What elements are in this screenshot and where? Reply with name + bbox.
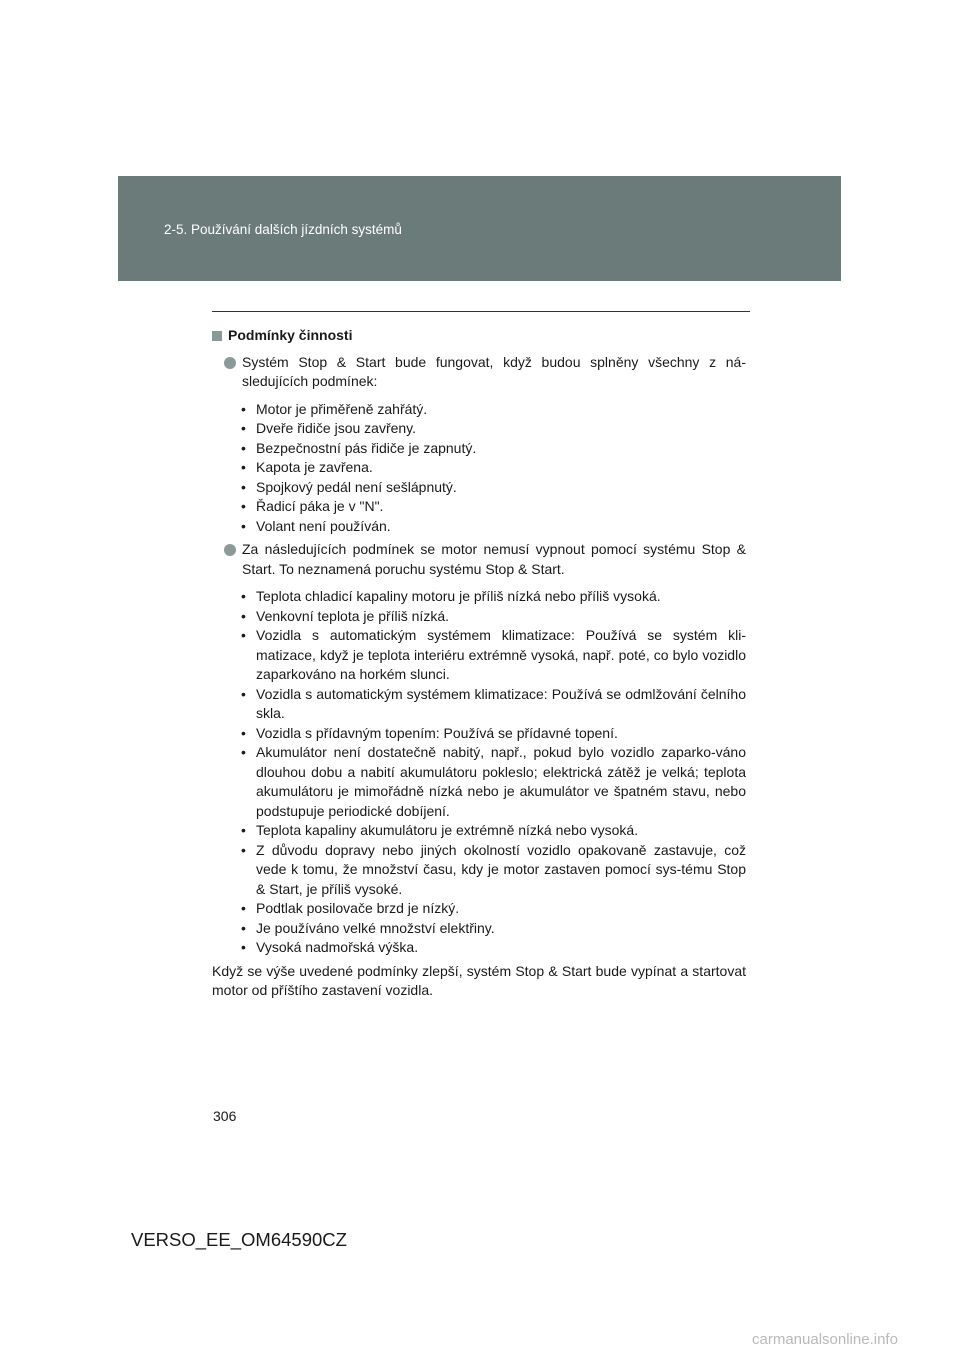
list-item: • Vysoká nadmořská výška.	[256, 938, 746, 958]
closing-paragraph: Když se výše uvedené podmínky zlepší, systém Stop & Start bude vypínat a startovat motor od příštího zastavení vozidla.	[212, 962, 746, 998]
list-item: • Vozidla s automatickým systémem klimatizace: Používá se odmlžování čelního skla.	[256, 685, 746, 724]
bullet-list	[212, 587, 746, 958]
list-item: • Kapota je zavřena.	[256, 458, 746, 478]
list-item: • Volant není používán.	[256, 517, 746, 537]
list-item: • Teplota chladicí kapaliny motoru je příliš nízká nebo příliš vysoká.	[256, 587, 746, 607]
circle-item	[212, 540, 746, 579]
circle-bullet-icon	[224, 357, 236, 369]
main-content	[212, 326, 746, 1001]
list-item: • Spojkový pedál není sešlápnutý.	[256, 478, 746, 498]
list-item: • Z důvodu dopravy nebo jiných okolností vozidlo opakovaně zastavuje, což vede k tomu, že množství času, kdy je motor zastaven pomocí sys-tému Stop & Start, je příliš vysoké.	[256, 841, 746, 900]
document-code: VERSO_EE_OM64590CZ	[131, 1229, 347, 1250]
list-item: • Motor je přiměřeně zahřátý.	[256, 400, 746, 420]
list-item: • Je používáno velké množství elektřiny.	[256, 919, 746, 939]
section-title: 2-5. Používání dalších jízdních systémů	[164, 222, 402, 237]
page-number: 306	[213, 1108, 237, 1124]
list-item: • Podtlak posilovače brzd je nízký.	[256, 899, 746, 919]
watermark: carmanualsonline.info	[752, 1331, 898, 1348]
list-item: • Teplota kapaliny akumulátoru je extrémně nízká nebo vysoká.	[256, 821, 746, 841]
list-item: • Dveře řidiče jsou zavřeny.	[256, 419, 746, 439]
bullet-list	[212, 400, 746, 537]
circle-item-text: Za následujících podmínek se motor nemusí vypnout pomocí systému Stop & Start. To neznamená poruchu systému Stop & Start.	[242, 541, 746, 577]
circle-item-text: Systém Stop & Start bude fungovat, když budou splněny všechny z ná-sledujících podmínek:	[242, 353, 746, 389]
list-item: • Řadicí páka je v "N".	[256, 497, 746, 517]
list-item: • Bezpečnostní pás řidiče je zapnutý.	[256, 439, 746, 459]
header-band	[118, 176, 841, 281]
list-item: • Vozidla s přídavným topením: Používá se přídavné topení.	[256, 724, 746, 744]
heading-text: Podmínky činnosti	[228, 327, 353, 343]
circle-bullet-icon	[224, 544, 236, 556]
list-item: • Vozidla s automatickým systémem klimatizace: Používá se systém kli-matizace, když je teplota interiéru extrémně vysoká, např. poté, co bylo vozidlo zaparkováno na horkém slunci.	[256, 626, 746, 685]
square-bullet-icon	[212, 331, 222, 341]
circle-item	[212, 353, 746, 392]
divider	[212, 311, 750, 312]
list-item: • Venkovní teplota je příliš nízká.	[256, 607, 746, 627]
list-item: • Akumulátor není dostatečně nabitý, např., pokud bylo vozidlo zaparko-váno dlouhou dobu a nabití akumulátoru pokleslo; elektrická zátěž je velká; teplota akumulátoru je mimořádně nízká nebo je akumulátor ve špatném stavu, nebo podstupuje periodické dobíjení.	[256, 743, 746, 821]
section-heading	[212, 326, 746, 346]
